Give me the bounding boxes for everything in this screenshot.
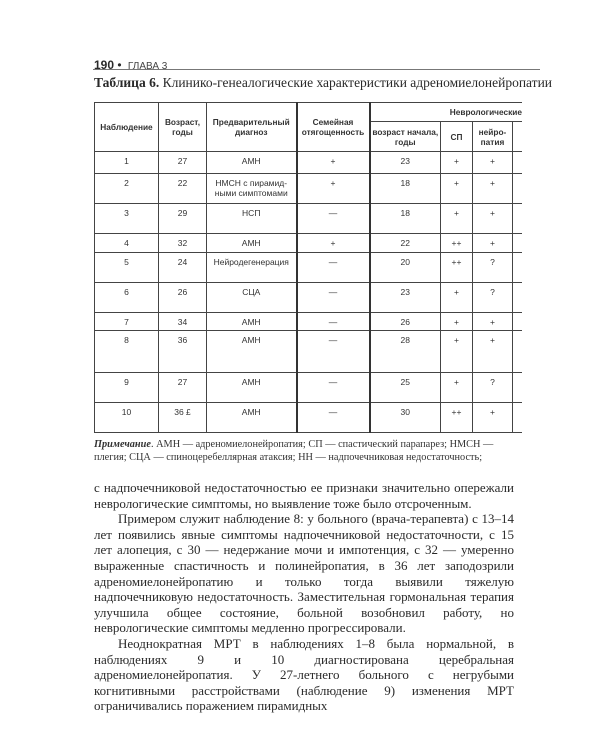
table-cell: АМН xyxy=(207,331,297,373)
th-sp: СП xyxy=(441,122,473,152)
table-cell: 10 xyxy=(95,403,159,433)
table-cell: 3 xyxy=(95,204,159,234)
table-cell: + xyxy=(473,152,513,174)
table-cell: ++ xyxy=(441,253,473,283)
table-cell: Нейродегенерация xyxy=(207,253,297,283)
table-cell: 23 xyxy=(370,152,441,174)
table-cell: СЦА xyxy=(207,283,297,313)
table-row xyxy=(95,313,525,331)
table-cell: 34 xyxy=(159,313,207,331)
th-onset: возраст начала, годы xyxy=(370,122,441,152)
table-cell: 18 xyxy=(370,204,441,234)
table-cell: + xyxy=(441,152,473,174)
table-cell: 36 xyxy=(159,331,207,373)
th-family: Семейная отягощенность xyxy=(297,103,370,152)
table-cell: АМН xyxy=(207,403,297,433)
table-cell: 25 xyxy=(370,373,441,403)
table-cell: + xyxy=(441,174,473,204)
table-cell: + xyxy=(473,204,513,234)
table-cell: + xyxy=(473,403,513,433)
table-cell: — xyxy=(297,204,370,234)
table-cell: 26 xyxy=(159,283,207,313)
table-cell: НМСН с пирамид-ными симптомами xyxy=(207,174,297,204)
table-cell: + xyxy=(473,174,513,204)
table-cell: 29 xyxy=(159,204,207,234)
table-cell: 30 xyxy=(370,403,441,433)
table-cell: 23 xyxy=(370,283,441,313)
table-cell: — xyxy=(297,283,370,313)
table-cell: НСП xyxy=(207,204,297,234)
caption-text: Клинико-генеалогические характеристики адреномиелонейропатии xyxy=(162,75,553,90)
table-cell: + xyxy=(441,373,473,403)
th-neuro: Неврологические xyxy=(370,103,525,122)
table-cell: + xyxy=(441,204,473,234)
th-diagnosis: Предварительный диагноз xyxy=(207,103,297,152)
data-table xyxy=(94,102,525,433)
table-row xyxy=(95,204,525,234)
table-cell: 26 xyxy=(370,313,441,331)
table-cell: 24 xyxy=(159,253,207,283)
table-cell: + xyxy=(473,313,513,331)
table-cell: + xyxy=(297,234,370,253)
page-number: 190 xyxy=(94,58,115,72)
table-row xyxy=(95,152,525,174)
table-cell: 6 xyxy=(95,283,159,313)
table-cell: 22 xyxy=(370,234,441,253)
caption-label: Таблица 6. xyxy=(94,75,160,90)
paragraph: Неоднократная МРТ в наблюдениях 1–8 была нормальной, в наблюдениях 9 и 10 диагностирована церебральная адреномиелонейропатия. У 27-летнего больного с негрубыми когнитивными расстройствами (наблюдение 9) изменения МРТ ограничивались поражением пирамидных xyxy=(94,635,514,714)
paragraph: с надпочечниковой недостаточностью ее признаки значительно опережали неврологические симптомы, но выявление тоже было отсроченным. xyxy=(94,480,514,511)
paragraph: Примером служит наблюдение 8: у больного (врача-терапевта) с 13–14 лет появились явные симптомы надпочечниковой недостаточности, с 15 лет алопеция, с 30 — недержание мочи и импотенция, с 32 — умеренно выраженные спастичность и полинейропатия, в 36 лет заподозрили адреномиелонейропатию и только тогда выявили тяжелую надпочечниковую недостаточность. Заместительная гормональная терапия улучшила общее состояние, больной возобновил работу, но неврологические симптомы медленно прогрессировали. xyxy=(94,511,514,636)
table-cell: + xyxy=(297,152,370,174)
table-row xyxy=(95,253,525,283)
table-cell: 9 xyxy=(95,373,159,403)
table-row xyxy=(95,331,525,373)
table-cell: 36 £ xyxy=(159,403,207,433)
table-cell: + xyxy=(473,234,513,253)
table-cell: + xyxy=(441,331,473,373)
table-cell: — xyxy=(297,253,370,283)
table-cell: 22 xyxy=(159,174,207,204)
table-row xyxy=(95,283,525,313)
page-edge xyxy=(522,95,600,440)
table-cell: 5 xyxy=(95,253,159,283)
table-row xyxy=(95,373,525,403)
table-cell: 27 xyxy=(159,373,207,403)
th-observation: Наблюдение xyxy=(95,103,159,152)
table-cell: 20 xyxy=(370,253,441,283)
table-caption xyxy=(94,75,552,91)
table-cell: АМН xyxy=(207,152,297,174)
bullet: • xyxy=(117,58,122,72)
table-cell: ? xyxy=(473,253,513,283)
body-text xyxy=(94,480,514,714)
table-cell: 1 xyxy=(95,152,159,174)
table-cell: + xyxy=(441,283,473,313)
note-text: . АМН — адреномиелонейропатия; СП — спастический парапарез; НМСН — плегия; СЦА — спиноцеребеллярная атаксия; НН — надпочечниковая недостаточность; xyxy=(94,439,494,463)
table-note xyxy=(94,439,524,464)
table-cell: ++ xyxy=(441,234,473,253)
table-cell: + xyxy=(473,331,513,373)
table-cell: — xyxy=(297,403,370,433)
note-label: Примечание xyxy=(94,439,151,450)
table-cell: 8 xyxy=(95,331,159,373)
table-cell: 2 xyxy=(95,174,159,204)
th-age: Возраст, годы xyxy=(159,103,207,152)
table-cell: АМН xyxy=(207,313,297,331)
table-cell: + xyxy=(297,174,370,204)
table-row xyxy=(95,234,525,253)
table-cell: 32 xyxy=(159,234,207,253)
header-rule xyxy=(93,69,540,70)
table-cell: ? xyxy=(473,373,513,403)
table-cell: 27 xyxy=(159,152,207,174)
th-neuropathy: нейро-патия xyxy=(473,122,513,152)
table-row xyxy=(95,174,525,204)
table-cell: 7 xyxy=(95,313,159,331)
table-cell: 4 xyxy=(95,234,159,253)
table-cell: 28 xyxy=(370,331,441,373)
table-cell: — xyxy=(297,373,370,403)
table-cell: ? xyxy=(473,283,513,313)
table-cell: — xyxy=(297,331,370,373)
chapter-label: ГЛАВА 3 xyxy=(127,61,168,72)
table-cell: АМН xyxy=(207,373,297,403)
table-cell: АМН xyxy=(207,234,297,253)
table-cell: 18 xyxy=(370,174,441,204)
table-cell: ++ xyxy=(441,403,473,433)
table-cell: + xyxy=(441,313,473,331)
table-cell: — xyxy=(297,313,370,331)
table-row xyxy=(95,403,525,433)
